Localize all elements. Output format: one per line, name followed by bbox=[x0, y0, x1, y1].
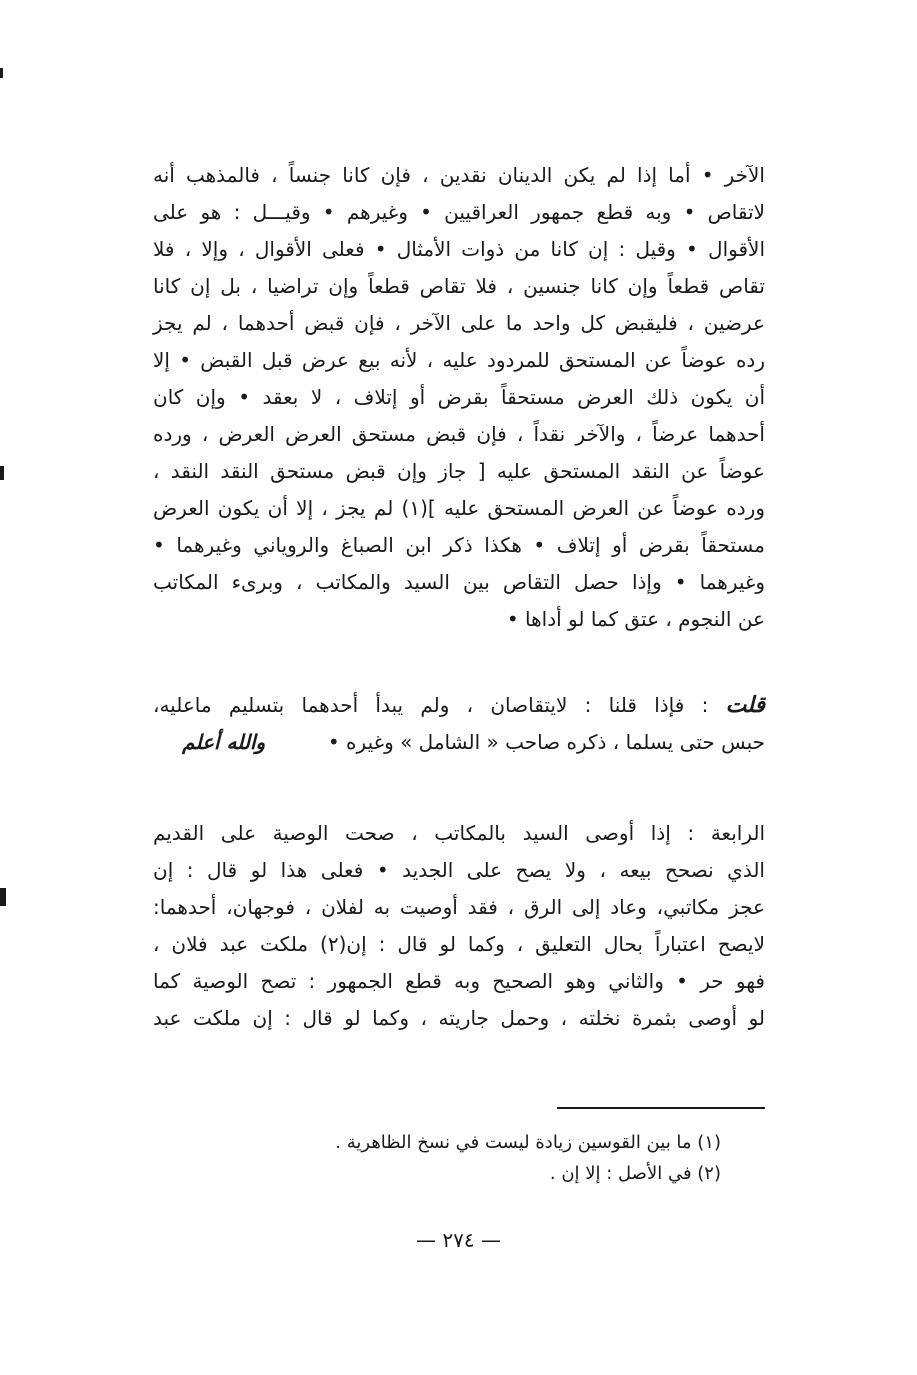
text-line: عجز مكاتبي، وعاد إلى الرق ، فقد أوصيت به لفلان ، فوجهان، أحدهما: bbox=[153, 895, 765, 919]
text-line: أن يكون ذلك العرض مستحقاً بقرض أو إتلاف ، لا بعقد • وإن كان bbox=[153, 385, 765, 409]
text-line: عرضين ، فليقبض كل واحد ما على الآخر ، فإن قبض أحدهما ، لم يجز bbox=[153, 311, 765, 335]
text-line: لو أوصى بثمرة نخلته ، وحمل جاريته ، وكما لو قال : إن ملكت عبد bbox=[153, 1006, 765, 1030]
text-line: الأقوال • وقيل : إن كانا من ذوات الأمثال • فعلى الأقوال ، وإلا ، فلا bbox=[153, 237, 765, 261]
footnote-1: (١) ما بين القوسين زيادة ليست في نسخ الظاهرية . bbox=[335, 1132, 721, 1153]
text-line: لاتقاص • وبه قطع جمهور العراقيين • وغيرهم • وقيـــل : هو على bbox=[153, 200, 765, 224]
text-line: الرابعة : إذا أوصى السيد بالمكاتب ، صحت الوصية على القديم bbox=[153, 821, 765, 845]
qalt-text: حبس حتى يسلما ، ذكره صاحب « الشامل » وغيره • bbox=[327, 730, 765, 754]
text-line: ورده عوضاً عن العرض المستحق عليه ](١) لم يجز ، إلا أن يكون العرض bbox=[153, 496, 765, 520]
text-line: مستحقاً بقرض أو إتلاف • هكذا ذكر ابن الصباغ والروياني وغيرهما • bbox=[153, 533, 765, 557]
text-line: فهو حر • والثاني وهو الصحيح وبه قطع الجمهور : تصح الوصية كما bbox=[153, 969, 765, 993]
text-line: عوضاً عن النقد المستحق عليه [ جاز وإن قبض مستحق النقد النقد ، bbox=[153, 459, 765, 483]
closing-phrase: والله أعلم bbox=[182, 730, 266, 754]
text-line: تقاص قطعاً وإن كانا جنسين ، فلا تقاص قطعاً وإن تراضيا ، بل إن كانا bbox=[153, 274, 765, 298]
qalt-line-2 bbox=[153, 727, 765, 757]
text-line: الذي نصحح بيعه ، ولا يصح على الجديد • فعلى هذا لو قال : إن bbox=[153, 858, 765, 882]
scan-edge-mark bbox=[0, 466, 4, 480]
text-line: وغيرهما • وإذا حصل التقاص بين السيد والمكاتب ، وبرىء المكاتب bbox=[153, 570, 765, 594]
footnote-divider bbox=[557, 1107, 765, 1109]
qalt-text: : فإذا قلنا : لايتقاصان ، ولم يبدأ أحدهما بتسليم ماعليه، bbox=[153, 693, 709, 717]
text-line: أحدهما عرضاً ، والآخر نقداً ، فإن قبض مستحق العرض العرض ، ورده bbox=[153, 422, 765, 446]
scan-edge-mark bbox=[0, 888, 6, 906]
text-line: رده عوضاً عن المستحق للمردود عليه ، لأنه بيع عرض قبل القبض • إلا bbox=[153, 348, 765, 372]
text-line: عن النجوم ، عتق كما لو أداها • bbox=[506, 607, 765, 631]
qalt-label: قلت bbox=[725, 693, 765, 718]
scan-edge-mark bbox=[0, 68, 3, 78]
text-line: لايصح اعتباراً بحال التعليق ، وكما لو قال : إن(٢) ملكت عبد فلان ، bbox=[153, 932, 765, 956]
text-line: الآخر • أما إذا لم يكن الدينان نقدين ، فإن كانا جنساً ، فالمذهب أنه bbox=[153, 163, 765, 187]
page-number: — ٢٧٤ — bbox=[416, 1228, 501, 1252]
qalt-line-1 bbox=[153, 690, 765, 721]
footnote-2: (٢) في الأصل : إلا إن . bbox=[549, 1163, 721, 1184]
